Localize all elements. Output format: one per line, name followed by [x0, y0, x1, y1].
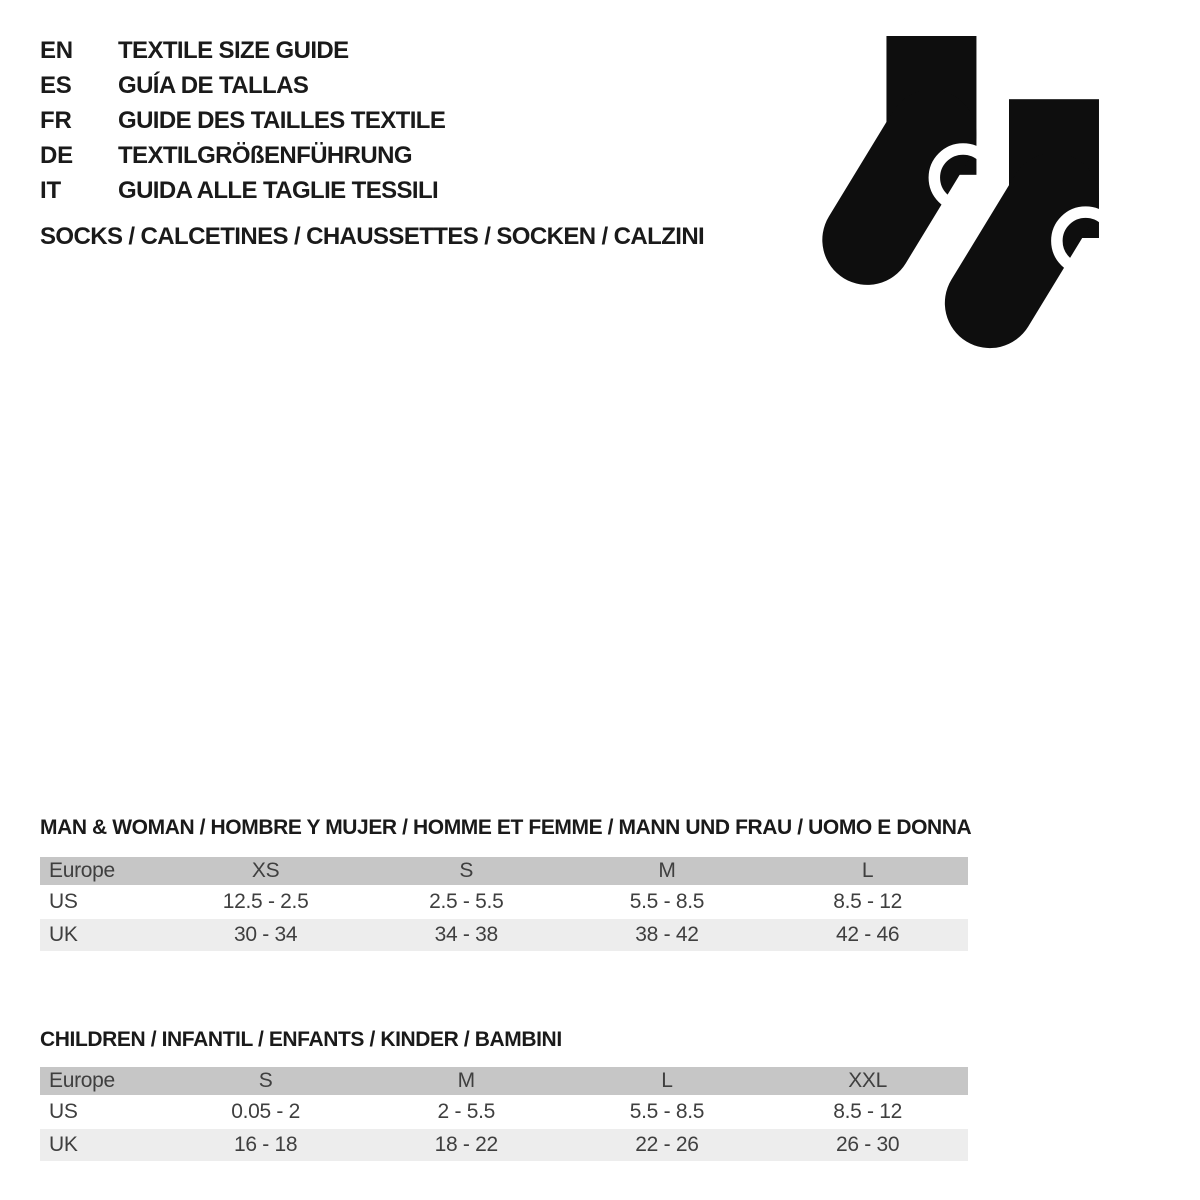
size-cell: 34 - 38	[434, 923, 498, 946]
row-label-us: US	[49, 890, 78, 913]
column-header-size-xs: XS	[251, 859, 280, 882]
language-row-it	[40, 173, 445, 208]
language-title: TEXTILGRÖßENFÜHRUNG	[118, 141, 412, 169]
product-category-line: SOCKS / CALCETINES / CHAUSSETTES / SOCKEN / CALZINI	[40, 223, 705, 250]
language-row-en	[40, 33, 445, 68]
row-label-uk: UK	[49, 1133, 78, 1156]
language-title: GUIDE DES TAILLES TEXTILE	[118, 106, 446, 134]
language-row-fr	[40, 103, 445, 138]
size-cell: 22 - 26	[635, 1133, 699, 1156]
sock-left	[867, 36, 991, 240]
size-cell: 2.5 - 5.5	[429, 890, 504, 913]
table-row-us	[40, 885, 968, 919]
table-header-row	[40, 1067, 968, 1095]
size-cell: 18 - 22	[434, 1133, 498, 1156]
table-row-us	[40, 1095, 968, 1129]
language-title: GUÍA DE TALLAS	[118, 71, 309, 99]
socks-icon	[818, 36, 1110, 350]
size-cell: 5.5 - 8.5	[629, 1100, 705, 1123]
children-size-table	[40, 1067, 968, 1161]
column-header-size-m: M	[658, 859, 676, 882]
column-header-size-s: S	[459, 859, 474, 882]
language-code: ES	[40, 71, 72, 99]
adults-table-title: MAN & WOMAN / HOMBRE Y MUJER / HOMME ET FEMME / MANN UND FRAU / UOMO E DONNA	[40, 816, 972, 839]
size-cell: 16 - 18	[233, 1133, 298, 1156]
column-header-region: Europe	[49, 859, 115, 882]
size-cell: 8.5 - 12	[833, 1100, 903, 1123]
size-cell: 0.05 - 2	[231, 1100, 301, 1123]
column-header-region: Europe	[49, 1069, 115, 1092]
size-cell: 38 - 42	[635, 923, 699, 946]
size-cell: 26 - 30	[835, 1133, 900, 1156]
size-cell: 2 - 5.5	[437, 1100, 495, 1123]
size-cell: 8.5 - 12	[833, 890, 903, 913]
column-header-size-m: M	[457, 1069, 475, 1092]
row-label-uk: UK	[49, 923, 78, 946]
column-header-size-s: S	[258, 1069, 273, 1092]
language-code: IT	[40, 176, 61, 204]
column-header-size-l: L	[861, 859, 874, 882]
language-title-block	[40, 33, 445, 208]
language-title: GUIDA ALLE TAGLIE TESSILI	[118, 176, 439, 204]
size-cell: 12.5 - 2.5	[222, 890, 309, 913]
language-code: FR	[40, 106, 72, 134]
size-cell: 30 - 34	[233, 923, 298, 946]
size-cell: 42 - 46	[835, 923, 900, 946]
sock-right	[990, 99, 1110, 303]
column-header-size-l: L	[661, 1069, 673, 1092]
language-code: EN	[40, 36, 73, 64]
column-header-size-xxl: XXL	[848, 1069, 888, 1092]
language-row-de	[40, 138, 445, 173]
language-code: DE	[40, 141, 73, 169]
language-title: TEXTILE SIZE GUIDE	[118, 36, 349, 64]
children-table-title: CHILDREN / INFANTIL / ENFANTS / KINDER / BAMBINI	[40, 1028, 562, 1051]
table-row-uk	[40, 1129, 968, 1161]
adults-size-table	[40, 857, 968, 951]
language-row-es	[40, 68, 445, 103]
table-header-row	[40, 857, 968, 885]
table-row-uk	[40, 919, 968, 951]
size-cell: 5.5 - 8.5	[629, 890, 705, 913]
row-label-us: US	[49, 1100, 78, 1123]
